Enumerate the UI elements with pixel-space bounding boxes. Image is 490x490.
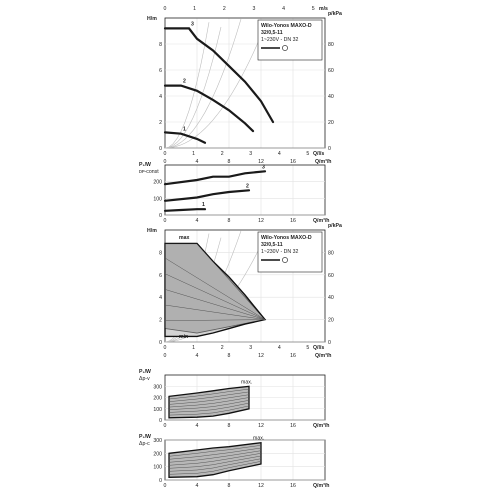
p1-legend [258,20,322,60]
p5-xtick-3: 12 [258,483,264,489]
p3-ytick-right-2: 40 [328,295,334,302]
p2-ytick-1: 100 [153,196,162,203]
p3-xlabel: Q/l/s [313,345,325,351]
p4-ylabel: P₁/W [139,369,151,375]
p4-xtick-0: 0 [163,423,167,429]
p3-xtick-3: 12 [258,353,264,359]
p1-ytick-2: 4 [159,94,162,100]
p1-series-2 [165,28,273,122]
p1-series-label-0: 1 [183,126,186,133]
p3-xtick-ls-5: 5 [306,345,310,351]
p5-xlabel: Q/m³/h [313,483,330,489]
p1-xtick-ls-4: 4 [277,151,281,157]
p3-min-label: min [179,334,189,340]
p3-xtick-ls-3: 3 [249,345,253,351]
panel-head-range [147,223,342,359]
p2-series-1 [165,190,249,201]
p2-series-label-1: 2 [246,183,249,190]
p1-series-label-1: 2 [183,78,186,85]
p3-ytick-2: 4 [159,295,162,302]
p1-xtick-top-0: 0 [163,6,167,12]
p2-series-2 [165,209,205,211]
p5-ytick-2: 200 [153,451,162,458]
p3-ylabel: H/m [147,228,157,234]
panel-power-c [139,434,329,489]
p1-xtick-0: 0 [163,159,167,165]
p1-xtick-1: 4 [195,159,199,165]
p3-xtick-ls-4: 4 [277,345,281,351]
p3-ytick-1: 2 [159,317,162,324]
p1-xlabel: Q/l/s [313,151,325,157]
p1-xtick-top-4: 4 [282,6,285,12]
p1-xtick-top-3: 3 [252,6,256,12]
p1-legend-title: Wilo-Yonos MAXO-D [261,23,312,29]
p3-legend-spec: 1~230V - DN 32 [261,249,299,255]
p5-xtick-4: 16 [290,483,296,489]
p4-xtick-4: 16 [290,423,296,429]
p1-legend-model: 32/0,5-11 [261,30,283,36]
p1-legend-spec: 1~230V - DN 32 [261,37,299,43]
p3-legend-model: 32/0,5-11 [261,242,283,248]
panel-power-const [139,162,329,224]
p3-ytick-3: 6 [159,272,162,279]
p1-xtick-top-1: 1 [193,6,197,12]
p3-xtick-ls-1: 1 [192,345,196,351]
p1-ytick-right-4: 80 [328,42,334,48]
panel-head-curves [147,6,342,165]
p5-annotation: max. [253,435,265,442]
p3-xtick-1: 4 [195,353,199,359]
p4-xtick-3: 12 [258,423,264,429]
p3-ytick-right-0: 0 [328,340,331,346]
p2-ytick-0: 0 [159,213,162,219]
p5-ytick-0: 0 [159,478,162,484]
p3-legend-title: Wilo-Yonos MAXO-D [261,235,312,241]
p1-ytick-right-3: 60 [328,68,334,74]
p4-ytick-2: 200 [153,395,162,402]
p4-xtick-1: 4 [195,423,199,429]
p5-ytick-3: 300 [153,438,162,444]
p1-ytick-right-0: 0 [328,146,331,152]
p3-xtick-2: 8 [227,353,231,359]
p2-xtick-2: 8 [227,218,231,224]
p1-ytick-1: 2 [159,120,162,126]
p1-xlabel-top: m/s [319,6,328,12]
p4-ylabel-sub: Δp-v [139,376,150,382]
p3-ytick-0: 0 [159,340,162,346]
p3-ytick-right-3: 60 [328,272,334,279]
p1-xtick-ls-3: 3 [249,151,253,157]
p4-xtick-2: 8 [227,423,231,429]
p1-system-curve-1 [165,19,241,148]
p2-series-0 [165,171,265,184]
p1-xtick-ls-5: 5 [306,151,310,157]
p3-xtick-4: 16 [290,353,296,359]
p1-ytick-3: 6 [159,68,162,74]
p5-ylabel-sub: Δp-c [139,441,150,447]
p1-ytick-4: 8 [159,42,162,48]
p1-xtick-top-5: 5 [311,6,315,12]
p1-xlabel-bottom: Q/m³/h [315,159,332,165]
p2-xlabel: Q/m³/h [313,218,330,224]
p3-ytick-4: 8 [159,250,162,257]
p1-ytick-0: 0 [159,146,162,152]
p2-xtick-4: 16 [290,218,296,224]
p3-xtick-ls-2: 2 [220,345,224,351]
p5-ylabel: P₁/W [139,434,151,440]
p1-xtick-4: 16 [290,159,296,165]
p1-ytick-right-2: 40 [328,94,334,100]
p5-xtick-1: 4 [195,483,199,489]
p1-series-label-2: 3 [191,21,194,28]
p5-xtick-2: 8 [227,483,231,489]
p1-xtick-ls-1: 1 [192,151,196,157]
p3-xlabel-bottom: Q/m³/h [315,353,332,359]
p3-ytick-right-4: 80 [328,250,334,257]
p3-ytick-right-1: 20 [328,317,334,324]
p3-ylabel-right: p/kPa [328,223,342,229]
p1-ylabel-right: p/kPa [328,11,342,17]
p2-series-label-0: 3 [262,164,265,171]
p4-ytick-0: 0 [159,418,162,424]
p3-legend [258,232,322,272]
p1-xtick-ls-0: 0 [163,151,167,157]
p1-ytick-right-1: 20 [328,120,334,126]
p2-ytick-2: 200 [153,179,162,186]
p2-ylabel: P₁/W [139,162,151,168]
p1-xtick-2: 8 [227,159,231,165]
p2-xtick-1: 4 [195,218,199,224]
p2-xtick-0: 0 [163,218,167,224]
p2-series-label-2: 1 [202,202,205,209]
p1-xtick-3: 12 [258,159,264,165]
p3-xtick-ls-0: 0 [163,345,167,351]
p4-xlabel: Q/m³/h [313,423,330,429]
p1-system-curve-2 [165,27,221,148]
p4-ytick-1: 100 [153,406,162,413]
panel-power-v [139,369,329,429]
p1-ylabel: H/m [147,16,157,22]
p3-max-label: max [179,234,190,241]
p2-ylabel-sub: ᴅᴘ-const [139,169,159,175]
p4-annotation: max. [241,379,253,386]
p5-xtick-0: 0 [163,483,167,489]
p1-xtick-top-2: 2 [222,6,226,12]
p2-xtick-3: 12 [258,218,264,224]
p3-xtick-0: 0 [163,353,167,359]
p1-xtick-ls-2: 2 [220,151,224,157]
p4-ytick-3: 300 [153,384,162,391]
p5-envelope [169,443,261,478]
p5-ytick-1: 100 [153,464,162,471]
